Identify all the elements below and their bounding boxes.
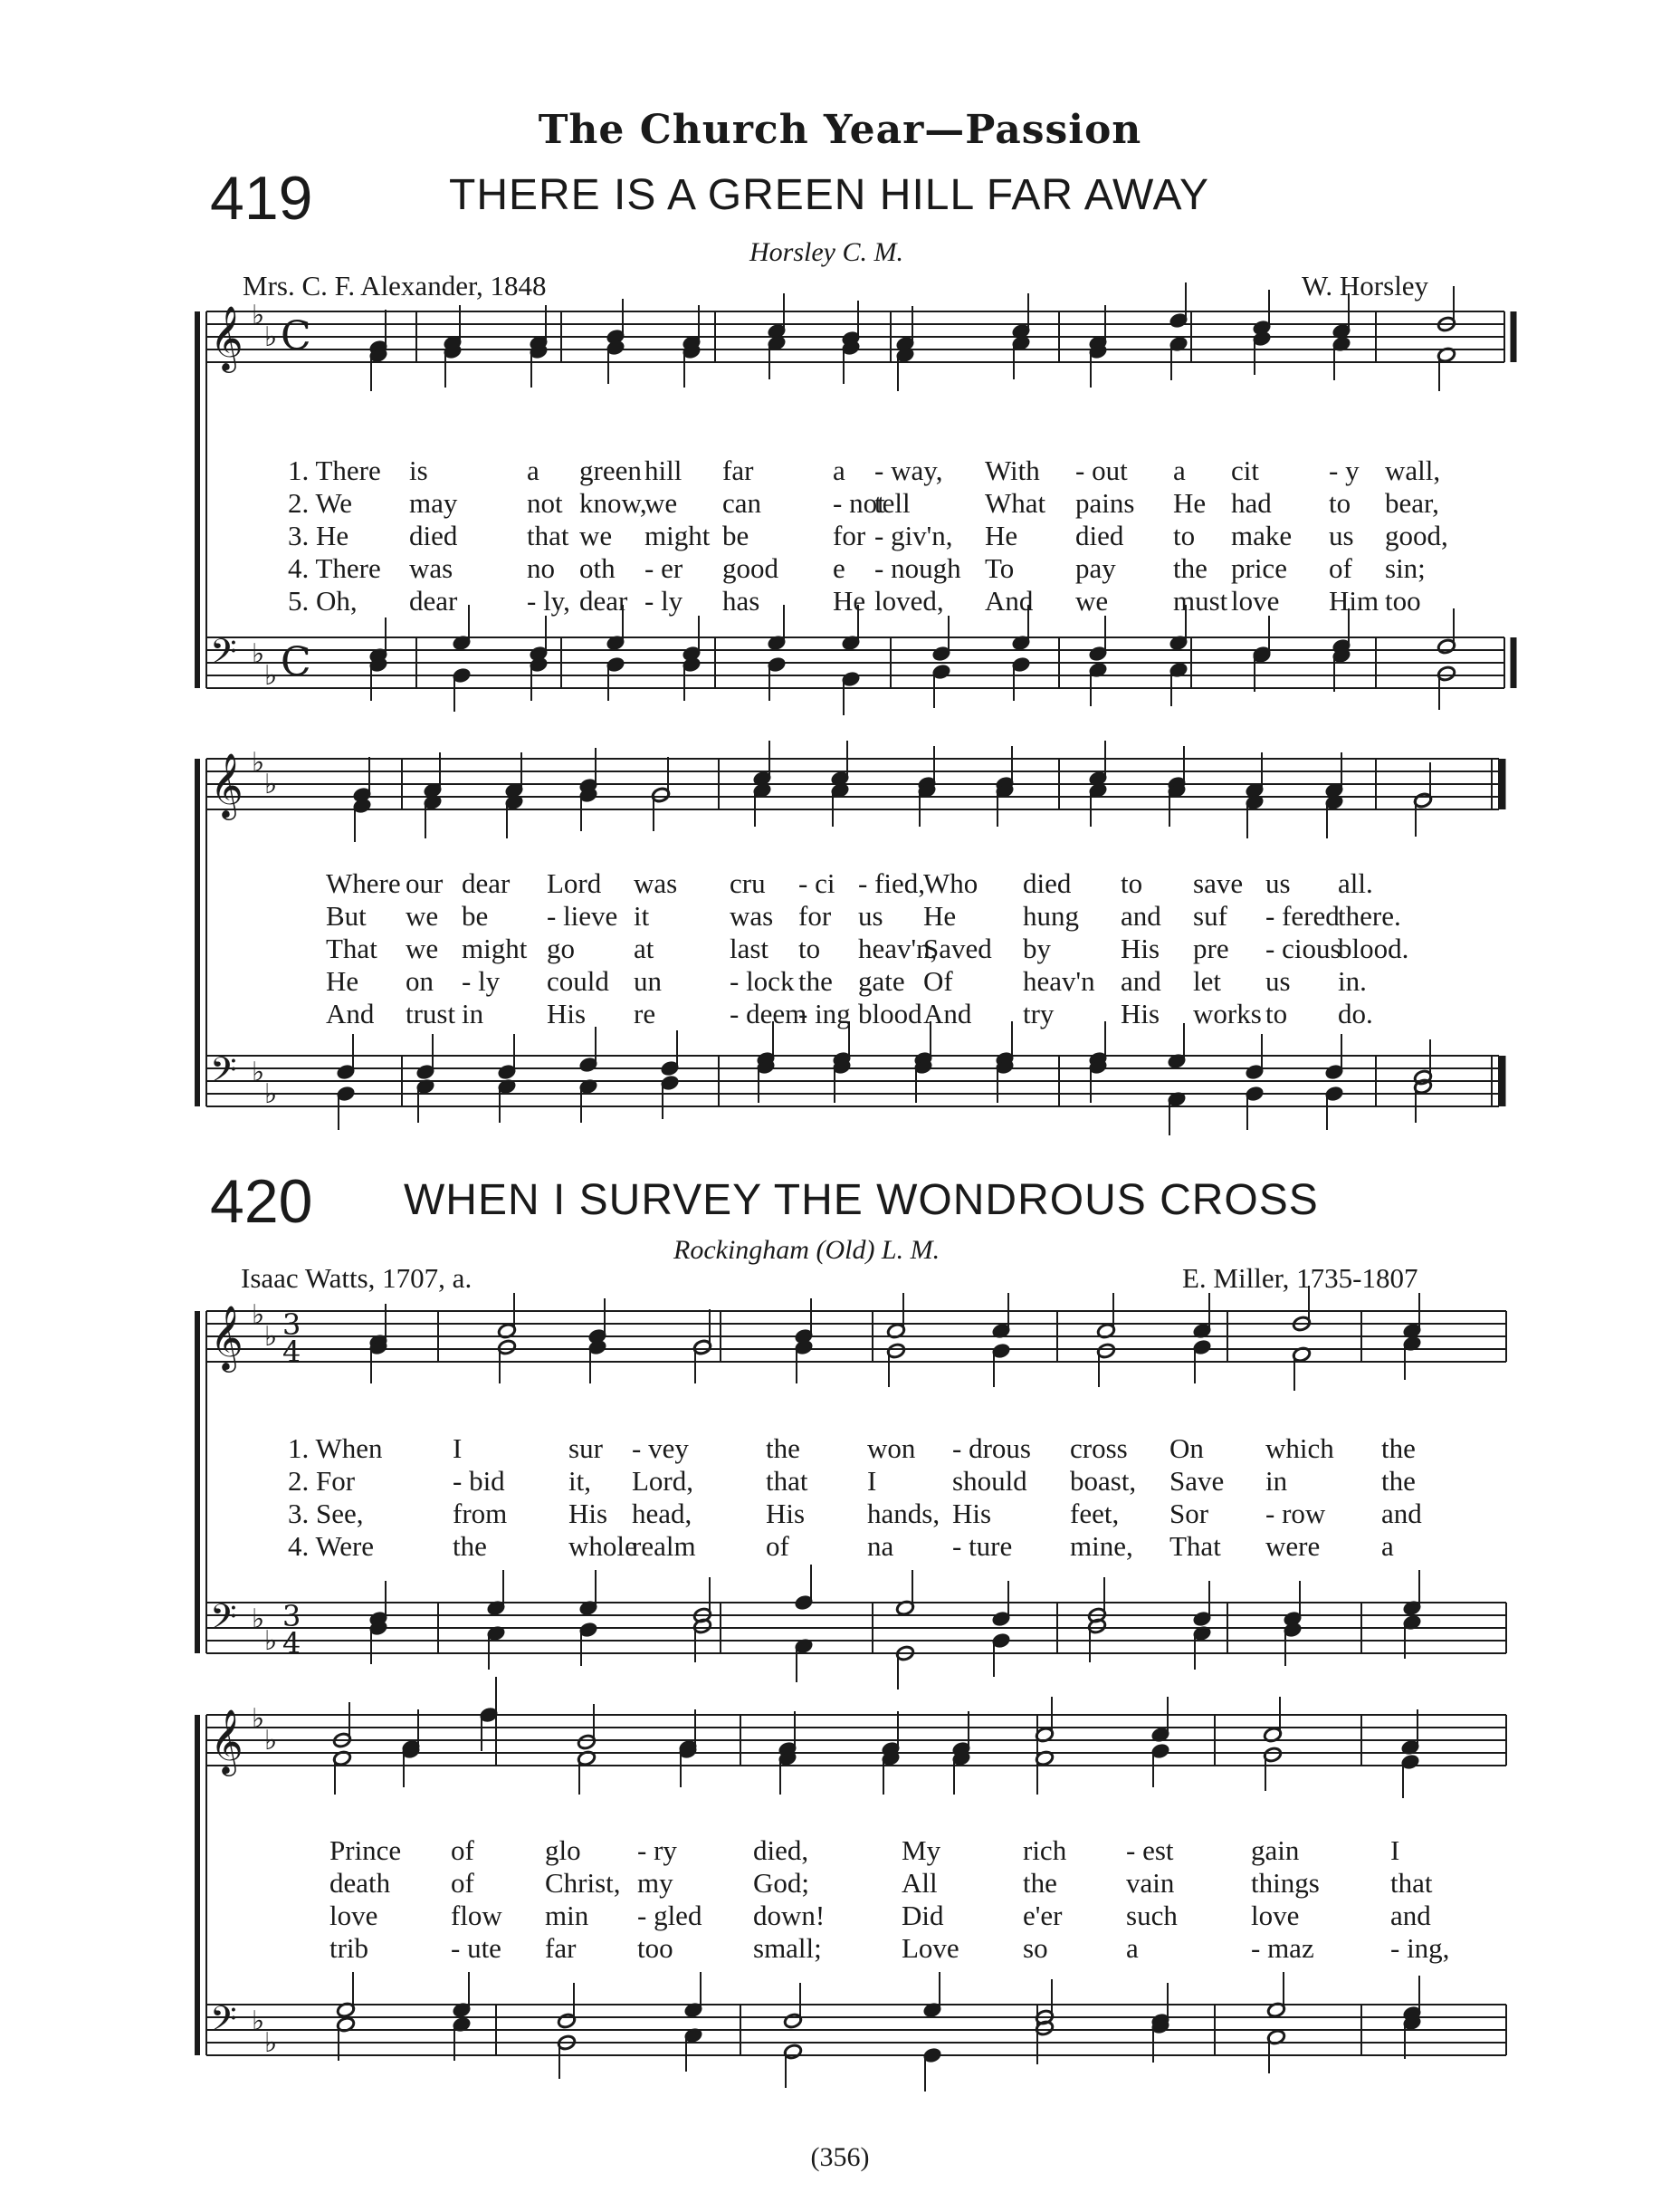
lyric-syllable: and — [1121, 965, 1161, 997]
lyric-syllable: hill — [644, 455, 682, 486]
lyric-syllable: green — [579, 455, 642, 486]
lyric-syllable: - ute — [451, 1932, 501, 1964]
lyric-syllable: - ing — [798, 998, 851, 1029]
lyric-syllable: hung — [1023, 900, 1079, 932]
lyric-syllable: loved, — [874, 585, 944, 617]
lyric-syllable: be — [462, 900, 489, 932]
key-flat: ♭ — [264, 1078, 278, 1110]
lyric-syllable: And — [985, 585, 1034, 617]
lyric-syllable: might — [644, 520, 711, 551]
lyric-syllable: was — [634, 867, 678, 899]
lyric-syllable: un — [634, 965, 662, 997]
lyric-syllable: - nough — [874, 552, 961, 584]
lyric-syllable: - out — [1075, 455, 1128, 486]
lyric-syllable: - ly — [462, 965, 501, 997]
lyric-syllable: whole — [568, 1530, 637, 1562]
lyric-syllable: to — [1329, 487, 1351, 519]
lyric-syllable: gain — [1251, 1834, 1300, 1866]
lyric-syllable: of — [766, 1530, 789, 1562]
lyric-syllable: With — [985, 455, 1040, 486]
bass-clef: 𝄢 — [210, 1049, 237, 1098]
key-flat: ♭ — [252, 747, 265, 779]
lyric-syllable: Save — [1169, 1465, 1225, 1497]
lyric-syllable: of — [1329, 552, 1352, 584]
hymn-420-tune: Rockingham (Old) L. M. — [673, 1235, 940, 1265]
lyric-syllable: our — [406, 867, 444, 899]
lyric-syllable: that — [766, 1465, 808, 1497]
lyric-syllable: - lieve — [547, 900, 618, 932]
lyric-syllable: He — [326, 965, 359, 997]
lyric-syllable: heav'n, — [858, 933, 938, 964]
lyric-syllable: mine, — [1070, 1530, 1133, 1562]
time-signature: 3 — [282, 1307, 301, 1342]
bass-clef: 𝄢 — [210, 1998, 237, 2047]
lyric-syllable: us — [1329, 520, 1354, 551]
lyric-syllable: To — [985, 552, 1015, 584]
lyric-syllable: He — [833, 585, 866, 617]
lyric-syllable: it — [634, 900, 650, 932]
key-flat: ♭ — [252, 300, 265, 331]
lyric-syllable: price — [1231, 552, 1287, 584]
lyric-syllable: down! — [753, 1900, 826, 1931]
lyric-syllable: we — [406, 933, 439, 964]
lyric-syllable: - ci — [798, 867, 835, 899]
lyric-syllable: love — [329, 1900, 378, 1931]
lyric-syllable: His — [952, 1498, 992, 1529]
lyric-syllable: His — [766, 1498, 806, 1529]
time-signature: C — [281, 639, 311, 685]
lyric-syllable: died, — [753, 1834, 809, 1866]
lyric-syllable: a — [833, 455, 845, 486]
lyric-syllable: heav'n — [1023, 965, 1095, 997]
lyric-syllable: we — [644, 487, 678, 519]
lyric-syllable: the — [766, 1432, 800, 1464]
lyric-syllable: e — [833, 552, 845, 584]
lyric-syllable: boast, — [1070, 1465, 1137, 1497]
lyric-syllable: the — [453, 1530, 487, 1562]
lyric-syllable: - est — [1126, 1834, 1174, 1866]
lyric-syllable: - ry — [637, 1834, 677, 1866]
key-flat: ♭ — [264, 660, 278, 692]
lyric-syllable: Who — [923, 867, 978, 899]
lyric-syllable: 3. See, — [288, 1498, 364, 1529]
lyric-syllable: we — [1075, 585, 1109, 617]
lyric-syllable: to — [1173, 520, 1196, 551]
lyric-syllable: head, — [632, 1498, 692, 1529]
lyric-syllable: the — [1381, 1432, 1416, 1464]
lyric-syllable: I — [453, 1432, 463, 1464]
lyric-syllable: all. — [1338, 867, 1373, 899]
lyric-syllable: And — [326, 998, 375, 1029]
hymn-420-composer: E. Miller, 1735-1807 — [1182, 1262, 1418, 1294]
lyric-syllable: cross — [1070, 1432, 1128, 1464]
lyric-syllable: were — [1265, 1530, 1321, 1562]
lyric-syllable: - ture — [952, 1530, 1013, 1562]
lyric-syllable: Him — [1329, 585, 1379, 617]
lyric-syllable: trib — [329, 1932, 369, 1964]
lyric-syllable: na — [867, 1530, 894, 1562]
lyric-syllable: Where — [326, 867, 401, 899]
lyric-syllable: feet, — [1070, 1498, 1120, 1529]
key-flat: ♭ — [264, 769, 278, 800]
lyric-syllable: That — [1169, 1530, 1221, 1562]
lyric-syllable: - y — [1329, 455, 1360, 486]
lyric-syllable: last — [730, 933, 769, 964]
lyric-syllable: won — [867, 1432, 916, 1464]
hymn-419-tune: Horsley C. M. — [749, 237, 903, 267]
lyric-syllable: realm — [632, 1530, 696, 1562]
lyric-syllable: - way, — [874, 455, 943, 486]
key-flat: ♭ — [264, 321, 278, 353]
lyric-syllable: sur — [568, 1432, 603, 1464]
lyric-syllable: died — [1075, 520, 1124, 551]
lyric-syllable: His — [1121, 933, 1160, 964]
lyric-syllable: things — [1251, 1867, 1320, 1899]
lyric-syllable: to — [798, 933, 821, 964]
lyric-syllable: at — [634, 933, 654, 964]
lyric-syllable: on — [406, 965, 434, 997]
key-flat: ♭ — [264, 1625, 278, 1657]
lyric-syllable: for — [798, 900, 832, 932]
lyric-syllable: - ly — [644, 585, 683, 617]
lyric-syllable: re — [634, 998, 656, 1029]
hymn-420-title: WHEN I SURVEY THE WONDROUS CROSS — [404, 1176, 1319, 1224]
lyric-syllable: us — [858, 900, 883, 932]
treble-clef: 𝄞 — [210, 1304, 243, 1370]
bass-clef: 𝄢 — [210, 631, 237, 680]
lyric-syllable: God; — [753, 1867, 809, 1899]
lyric-syllable: - fied, — [858, 867, 926, 899]
lyric-syllable: Of — [923, 965, 953, 997]
lyric-syllable: On — [1169, 1432, 1204, 1464]
key-flat: ♭ — [264, 1321, 278, 1353]
lyric-syllable: save — [1193, 867, 1244, 899]
lyric-syllable: 2. We — [288, 487, 352, 519]
key-flat: ♭ — [264, 1725, 278, 1756]
lyric-syllable: too — [637, 1932, 673, 1964]
lyric-syllable: in — [462, 998, 484, 1029]
lyric-syllable: - ing, — [1390, 1932, 1450, 1964]
lyric-syllable: tell — [874, 487, 911, 519]
treble-clef: 𝄞 — [210, 1708, 243, 1774]
lyric-syllable: - er — [644, 552, 683, 584]
lyric-syllable: the — [798, 965, 833, 997]
lyric-syllable: to — [1121, 867, 1143, 899]
lyric-syllable: cit — [1231, 455, 1259, 486]
lyric-syllable: All — [902, 1867, 938, 1899]
lyric-syllable: should — [952, 1465, 1027, 1497]
lyric-syllable: not — [527, 487, 563, 519]
lyric-syllable: let — [1193, 965, 1221, 997]
lyric-syllable: too — [1385, 585, 1421, 617]
lyric-syllable: That — [326, 933, 377, 964]
lyric-syllable: go — [547, 933, 575, 964]
lyric-syllable: might — [462, 933, 528, 964]
lyric-syllable: His — [547, 998, 587, 1029]
lyric-syllable: the — [1173, 552, 1208, 584]
lyric-syllable: of — [451, 1834, 474, 1866]
lyric-syllable: hands, — [867, 1498, 940, 1529]
lyric-syllable: I — [867, 1465, 877, 1497]
lyric-syllable: so — [1023, 1932, 1048, 1964]
lyric-syllable: of — [451, 1867, 474, 1899]
hymn-419-title: THERE IS A GREEN HILL FAR AWAY — [449, 171, 1209, 219]
lyric-syllable: there. — [1338, 900, 1401, 932]
lyric-syllable: Lord, — [632, 1465, 694, 1497]
lyric-syllable: has — [722, 585, 760, 617]
lyric-syllable: trust — [406, 998, 456, 1029]
lyric-syllable: - row — [1265, 1498, 1326, 1529]
lyric-syllable: blood. — [1338, 933, 1409, 964]
lyric-syllable: 1. When — [288, 1432, 383, 1464]
lyric-syllable: death — [329, 1867, 391, 1899]
lyric-syllable: Love — [902, 1932, 959, 1964]
time-signature: 4 — [282, 1626, 301, 1661]
lyric-syllable: be — [722, 520, 749, 551]
lyric-syllable: His — [568, 1498, 608, 1529]
lyric-syllable: it, — [568, 1465, 591, 1497]
lyric-syllable: He — [1173, 487, 1207, 519]
lyric-syllable: - deem — [730, 998, 807, 1029]
lyric-syllable: good, — [1385, 520, 1448, 551]
lyric-syllable: from — [453, 1498, 508, 1529]
lyric-syllable: is — [409, 455, 428, 486]
time-signature: 3 — [282, 1599, 301, 1633]
lyric-syllable: And — [923, 998, 972, 1029]
lyric-syllable: in. — [1338, 965, 1367, 997]
lyric-syllable: was — [409, 552, 453, 584]
treble-clef: 𝄞 — [210, 751, 243, 818]
lyric-syllable: glo — [545, 1834, 581, 1866]
lyric-syllable: - ly, — [527, 585, 570, 617]
lyric-syllable: - maz — [1251, 1932, 1314, 1964]
lyric-syllable: that — [527, 520, 569, 551]
lyric-syllable: love — [1231, 585, 1280, 617]
lyric-syllable: - gled — [637, 1900, 702, 1931]
lyric-syllable: bear, — [1385, 487, 1439, 519]
lyric-syllable: try — [1023, 998, 1055, 1029]
lyric-syllable: - fered — [1265, 900, 1340, 932]
lyric-syllable: pre — [1193, 933, 1229, 964]
lyric-syllable: such — [1126, 1900, 1178, 1931]
lyric-syllable: we — [579, 520, 613, 551]
lyric-syllable: dear — [409, 585, 458, 617]
lyric-syllable: and — [1390, 1900, 1431, 1931]
lyric-syllable: 4. There — [288, 552, 381, 584]
key-flat: ♭ — [252, 1603, 265, 1635]
lyric-syllable: in — [1265, 1465, 1288, 1497]
lyric-syllable: 3. He — [288, 520, 349, 551]
hymn-420-author: Isaac Watts, 1707, a. — [241, 1262, 472, 1294]
lyric-syllable: sin; — [1385, 552, 1426, 584]
hymn-419-author: Mrs. C. F. Alexander, 1848 — [243, 270, 547, 302]
lyric-syllable: by — [1023, 933, 1051, 964]
lyric-syllable: my — [637, 1867, 673, 1899]
lyric-syllable: Lord — [547, 867, 602, 899]
lyric-syllable: gate — [858, 965, 905, 997]
lyric-syllable: 1. There — [288, 455, 381, 486]
lyric-syllable: a — [527, 455, 539, 486]
lyric-syllable: suf — [1193, 900, 1227, 932]
lyric-syllable: good — [722, 552, 778, 584]
lyric-syllable: know, — [579, 487, 647, 519]
lyric-syllable: Christ, — [545, 1867, 621, 1899]
lyric-syllable: oth — [579, 552, 616, 584]
lyric-syllable: a — [1126, 1932, 1139, 1964]
lyric-syllable: to — [1265, 998, 1288, 1029]
key-flat: ♭ — [252, 2005, 265, 2037]
lyric-syllable: - cious — [1265, 933, 1341, 964]
lyric-syllable: 5. Oh, — [288, 585, 358, 617]
section-title: The Church Year—Passion — [538, 107, 1142, 153]
lyric-syllable: e'er — [1023, 1900, 1063, 1931]
lyric-syllable: But — [326, 900, 367, 932]
lyric-syllable: the — [1023, 1867, 1057, 1899]
lyric-syllable: works — [1193, 998, 1262, 1029]
lyric-syllable: had — [1231, 487, 1272, 519]
lyric-syllable: and — [1381, 1498, 1422, 1529]
hymn-419-composer: W. Horsley — [1302, 270, 1429, 302]
lyric-syllable: dear — [462, 867, 511, 899]
lyric-syllable: Did — [902, 1900, 944, 1931]
key-flat: ♭ — [252, 638, 265, 670]
lyric-syllable: which — [1265, 1432, 1334, 1464]
lyric-syllable: dear — [579, 585, 628, 617]
lyric-syllable: us — [1265, 867, 1291, 899]
key-flat: ♭ — [264, 2027, 278, 2059]
lyric-syllable: that — [1390, 1867, 1433, 1899]
lyric-syllable: pay — [1075, 552, 1116, 584]
lyric-syllable: make — [1231, 520, 1293, 551]
lyric-syllable: 4. Were — [288, 1530, 375, 1562]
lyric-syllable: us — [1265, 965, 1291, 997]
lyric-syllable: What — [985, 487, 1046, 519]
treble-clef: 𝄞 — [210, 304, 243, 370]
lyric-syllable: Prince — [329, 1834, 402, 1866]
lyric-syllable: 2. For — [288, 1465, 356, 1497]
key-flat: ♭ — [252, 1299, 265, 1331]
lyric-syllable: flow — [451, 1900, 502, 1931]
lyric-syllable: - drous — [952, 1432, 1031, 1464]
lyric-syllable: min — [545, 1900, 589, 1931]
lyric-syllable: - vey — [632, 1432, 689, 1464]
lyric-syllable: - not — [833, 487, 885, 519]
key-flat: ♭ — [252, 1703, 265, 1735]
lyric-syllable: the — [1381, 1465, 1416, 1497]
time-signature: 4 — [282, 1335, 301, 1369]
lyric-syllable: we — [406, 900, 439, 932]
lyric-syllable: a — [1173, 455, 1186, 486]
lyric-syllable: - giv'n, — [874, 520, 953, 551]
key-flat: ♭ — [252, 1057, 265, 1088]
lyric-syllable: far — [722, 455, 754, 486]
lyric-syllable: may — [409, 487, 458, 519]
lyric-syllable: and — [1121, 900, 1161, 932]
lyric-syllable: blood — [858, 998, 922, 1029]
lyric-syllable: Sor — [1169, 1498, 1209, 1529]
lyric-syllable: - lock — [730, 965, 795, 997]
lyric-syllable: rich — [1023, 1834, 1067, 1866]
lyric-syllable: for — [833, 520, 866, 551]
lyric-syllable: - bid — [453, 1465, 505, 1497]
lyric-syllable: cru — [730, 867, 766, 899]
lyric-syllable: could — [547, 965, 609, 997]
lyric-syllable: Saved — [923, 933, 992, 964]
lyric-syllable: My — [902, 1834, 941, 1866]
lyric-syllable: no — [527, 552, 555, 584]
hymn-419-number: 419 — [210, 164, 313, 233]
bass-clef: 𝄢 — [210, 1596, 237, 1645]
lyric-syllable: must — [1173, 585, 1228, 617]
lyric-syllable: He — [985, 520, 1018, 551]
lyric-syllable: a — [1381, 1530, 1394, 1562]
lyric-syllable: pains — [1075, 487, 1135, 519]
lyric-syllable: love — [1251, 1900, 1300, 1931]
lyric-syllable: small; — [753, 1932, 822, 1964]
lyric-syllable: His — [1121, 998, 1160, 1029]
lyric-syllable: wall, — [1385, 455, 1441, 486]
page-number: (356) — [810, 2142, 870, 2172]
time-signature: C — [281, 313, 311, 359]
lyric-syllable: can — [722, 487, 762, 519]
lyric-syllable: far — [545, 1932, 577, 1964]
lyric-syllable: He — [923, 900, 957, 932]
lyric-syllable: was — [730, 900, 774, 932]
lyric-syllable: vain — [1126, 1867, 1175, 1899]
lyric-syllable: do. — [1338, 998, 1373, 1029]
lyric-syllable: died — [1023, 867, 1072, 899]
lyric-syllable: died — [409, 520, 458, 551]
lyric-syllable: I — [1390, 1834, 1400, 1866]
hymn-420-number: 420 — [210, 1167, 313, 1236]
